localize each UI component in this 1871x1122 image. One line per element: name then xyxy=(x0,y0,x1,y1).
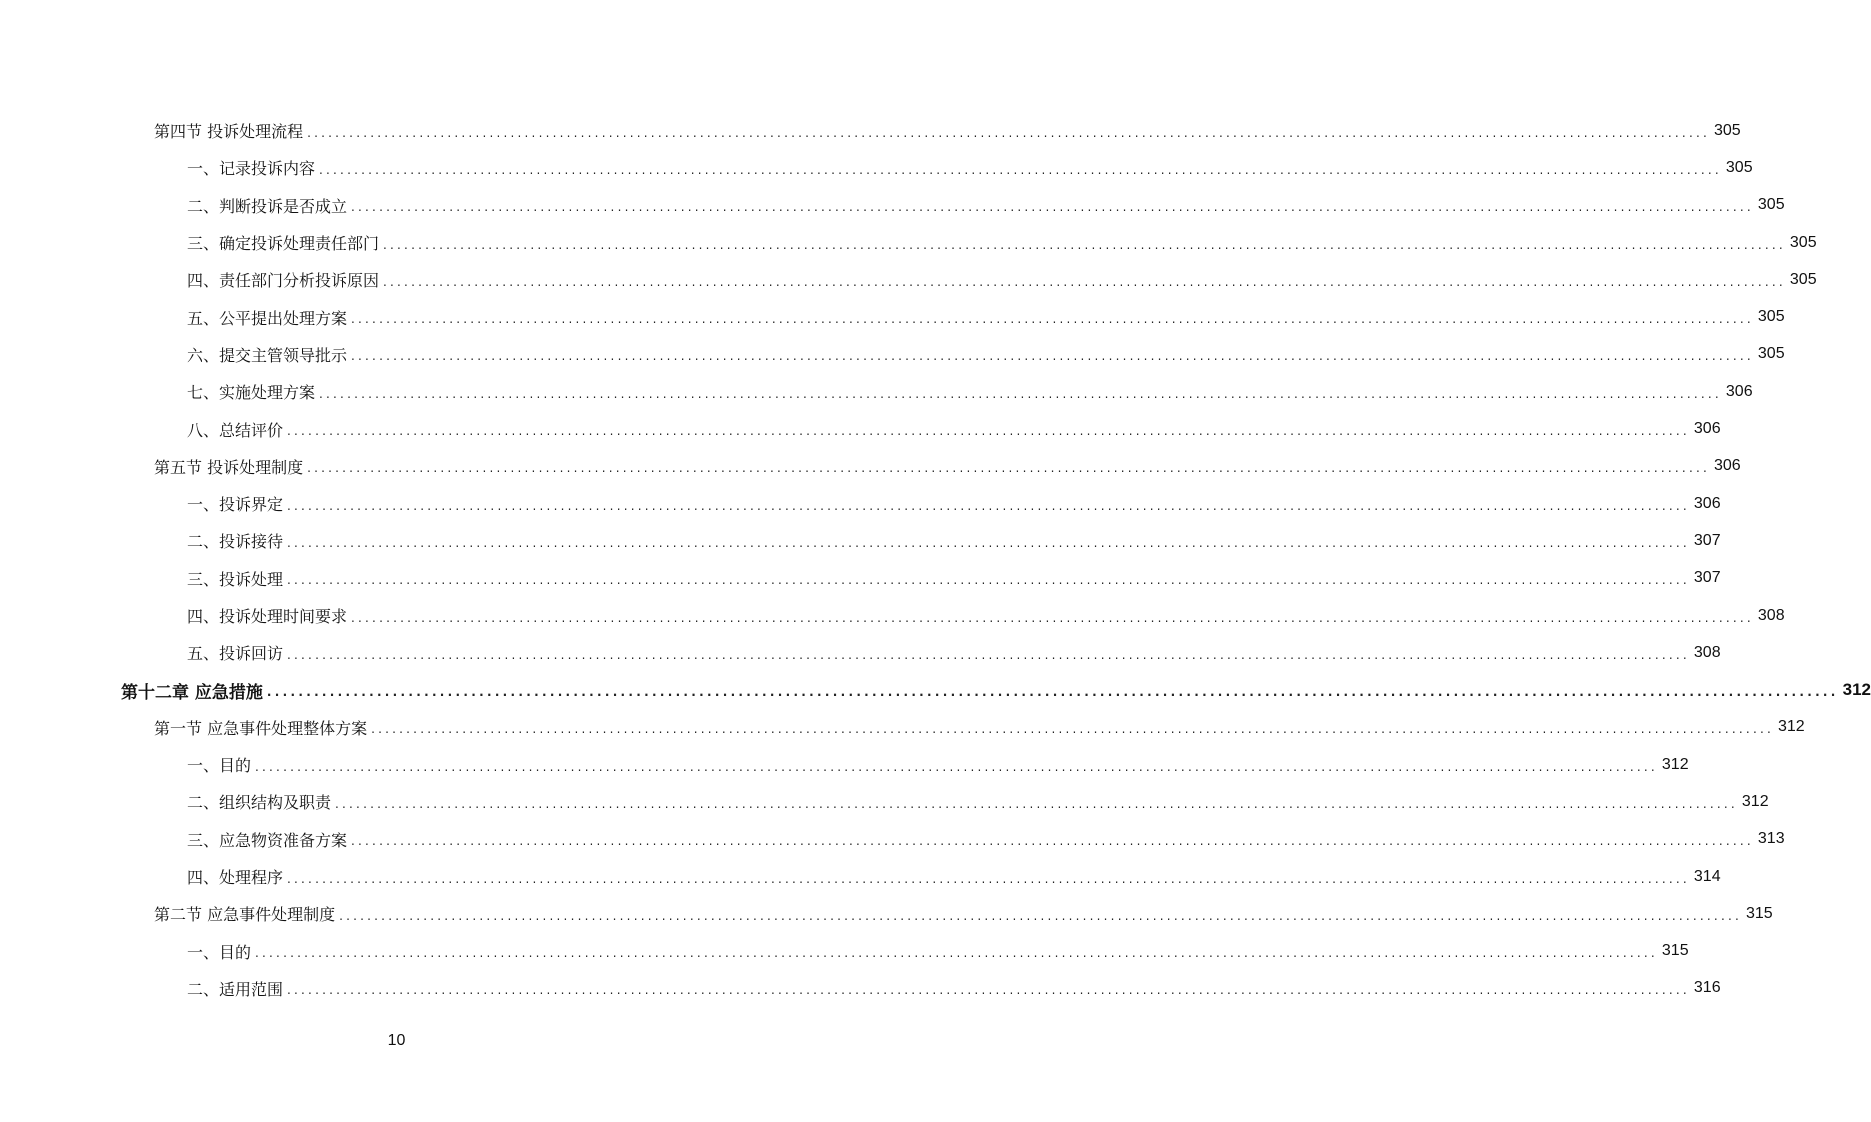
toc-entry-title: 六、提交主管领导批示 xyxy=(187,343,349,366)
toc-dot-leader: ........................................................................................................................................................................................................ xyxy=(371,722,1774,737)
toc-entry[interactable] xyxy=(0,597,1785,634)
toc-entry-page: 306 xyxy=(1713,457,1741,475)
toc-entry[interactable] xyxy=(0,485,1721,522)
toc-entry[interactable] xyxy=(0,298,1785,335)
toc-entry-title: 一、记录投诉内容 xyxy=(187,156,317,179)
toc-dot-leader: ........................................................................................................................................................................................................ xyxy=(351,834,1754,849)
toc-entry-page: 306 xyxy=(1693,494,1721,512)
toc-entry-page: 308 xyxy=(1693,643,1721,661)
toc-entry-page: 312 xyxy=(1842,680,1871,700)
toc-entry-title: 二、投诉接待 xyxy=(187,529,285,552)
toc-dot-leader: ........................................................................................................................................................................................................ xyxy=(266,685,1839,700)
toc-entry[interactable] xyxy=(0,709,1805,746)
toc-entry-title: 三、确定投诉处理责任部门 xyxy=(187,231,381,254)
toc-entry-page: 305 xyxy=(1757,345,1785,363)
toc-entry[interactable] xyxy=(0,373,1753,410)
toc-dot-leader: ........................................................................................................................................................................................................ xyxy=(307,461,1710,476)
toc-entry[interactable] xyxy=(0,560,1721,597)
toc-entry[interactable] xyxy=(0,895,1773,932)
toc-dot-leader: ........................................................................................................................................................................................................ xyxy=(351,312,1754,327)
toc-dot-leader: ........................................................................................................................................................................................................ xyxy=(287,573,1690,588)
toc-entry[interactable] xyxy=(0,522,1721,559)
toc-dot-leader: ........................................................................................................................................................................................................ xyxy=(287,498,1690,513)
toc-entry-page: 313 xyxy=(1757,830,1785,848)
toc-dot-leader: ........................................................................................................................................................................................................ xyxy=(383,274,1786,289)
toc-dot-leader: ........................................................................................................................................................................................................ xyxy=(383,237,1786,252)
toc-dot-leader: ........................................................................................................................................................................................................ xyxy=(255,946,1658,961)
toc-entry-title: 二、适用范围 xyxy=(187,977,285,1000)
toc-entry-page: 305 xyxy=(1789,233,1817,251)
toc-entry-page: 312 xyxy=(1777,718,1805,736)
toc-entry-title: 三、应急物资准备方案 xyxy=(187,828,349,851)
toc-dot-leader: ........................................................................................................................................................................................................ xyxy=(351,200,1754,215)
toc-dot-leader: ........................................................................................................................................................................................................ xyxy=(319,386,1722,401)
page-number: 10 xyxy=(387,1032,406,1049)
toc-entry-page: 307 xyxy=(1693,569,1721,587)
toc-entry[interactable] xyxy=(0,783,1769,820)
toc-entry[interactable] xyxy=(0,970,1721,1007)
toc-dot-leader: ........................................................................................................................................................................................................ xyxy=(351,349,1754,364)
toc-entry-title: 第十二章 应急措施 xyxy=(121,678,265,703)
toc-entry-title: 七、实施处理方案 xyxy=(187,380,317,403)
toc-entry[interactable] xyxy=(0,149,1753,186)
toc-entry[interactable] xyxy=(0,261,1817,298)
toc-entry-title: 第五节 投诉处理制度 xyxy=(154,455,305,478)
toc-entry-page: 316 xyxy=(1693,979,1721,997)
toc-entry-title: 一、投诉界定 xyxy=(187,492,285,515)
toc-entry-page: 306 xyxy=(1693,420,1721,438)
toc-dot-leader: ........................................................................................................................................................................................................ xyxy=(287,983,1690,998)
toc-entry-page: 305 xyxy=(1789,270,1817,288)
toc-entry-title: 三、投诉处理 xyxy=(187,567,285,590)
toc-entry-page: 305 xyxy=(1757,196,1785,214)
toc-dot-leader: ........................................................................................................................................................................................................ xyxy=(287,871,1690,886)
toc-dot-leader: ........................................................................................................................................................................................................ xyxy=(287,535,1690,550)
toc-entry-title: 四、投诉处理时间要求 xyxy=(187,604,349,627)
toc-entry-title: 第二节 应急事件处理制度 xyxy=(154,902,337,925)
toc-entry-page: 315 xyxy=(1661,942,1689,960)
toc-entry[interactable] xyxy=(0,224,1817,261)
toc-entry[interactable] xyxy=(0,671,1871,708)
toc-entry[interactable] xyxy=(0,187,1785,224)
toc-dot-leader: ........................................................................................................................................................................................................ xyxy=(287,647,1690,662)
toc-entry[interactable] xyxy=(0,858,1721,895)
toc-dot-leader: ........................................................................................................................................................................................................ xyxy=(255,759,1658,774)
toc-entry-page: 315 xyxy=(1745,904,1773,922)
toc-entry-page: 312 xyxy=(1741,792,1769,810)
toc-entry-page: 312 xyxy=(1661,755,1689,773)
toc-entry-title: 二、组织结构及职责 xyxy=(187,790,333,813)
toc-dot-leader: ........................................................................................................................................................................................................ xyxy=(351,610,1754,625)
toc-entry[interactable] xyxy=(0,448,1741,485)
toc-entry[interactable] xyxy=(0,933,1689,970)
toc-dot-leader: ........................................................................................................................................................................................................ xyxy=(335,796,1738,811)
table-of-contents xyxy=(0,112,1871,1007)
toc-entry-title: 五、投诉回访 xyxy=(187,641,285,664)
toc-entry[interactable] xyxy=(0,821,1785,858)
toc-entry-title: 一、目的 xyxy=(187,940,253,963)
toc-entry-title: 五、公平提出处理方案 xyxy=(187,306,349,329)
toc-dot-leader: ........................................................................................................................................................................................................ xyxy=(339,908,1742,923)
toc-entry[interactable] xyxy=(0,410,1721,447)
toc-entry-page: 305 xyxy=(1757,308,1785,326)
toc-entry-title: 四、处理程序 xyxy=(187,865,285,888)
toc-entry-page: 306 xyxy=(1725,382,1753,400)
toc-entry[interactable] xyxy=(0,634,1721,671)
toc-entry[interactable] xyxy=(0,112,1741,149)
toc-dot-leader: ........................................................................................................................................................................................................ xyxy=(319,162,1722,177)
toc-entry-title: 八、总结评价 xyxy=(187,418,285,441)
toc-entry-page: 308 xyxy=(1757,606,1785,624)
toc-entry-page: 307 xyxy=(1693,531,1721,549)
toc-entry-page: 305 xyxy=(1725,158,1753,176)
toc-dot-leader: ........................................................................................................................................................................................................ xyxy=(307,125,1710,140)
toc-entry-title: 二、判断投诉是否成立 xyxy=(187,194,349,217)
toc-entry[interactable] xyxy=(0,336,1785,373)
toc-entry-page: 314 xyxy=(1693,867,1721,885)
toc-entry[interactable] xyxy=(0,746,1689,783)
toc-entry-title: 第一节 应急事件处理整体方案 xyxy=(154,716,369,739)
toc-dot-leader: ........................................................................................................................................................................................................ xyxy=(287,424,1690,439)
toc-entry-title: 四、责任部门分析投诉原因 xyxy=(187,268,381,291)
toc-entry-title: 一、目的 xyxy=(187,753,253,776)
toc-entry-title: 第四节 投诉处理流程 xyxy=(154,119,305,142)
toc-entry-page: 305 xyxy=(1713,121,1741,139)
